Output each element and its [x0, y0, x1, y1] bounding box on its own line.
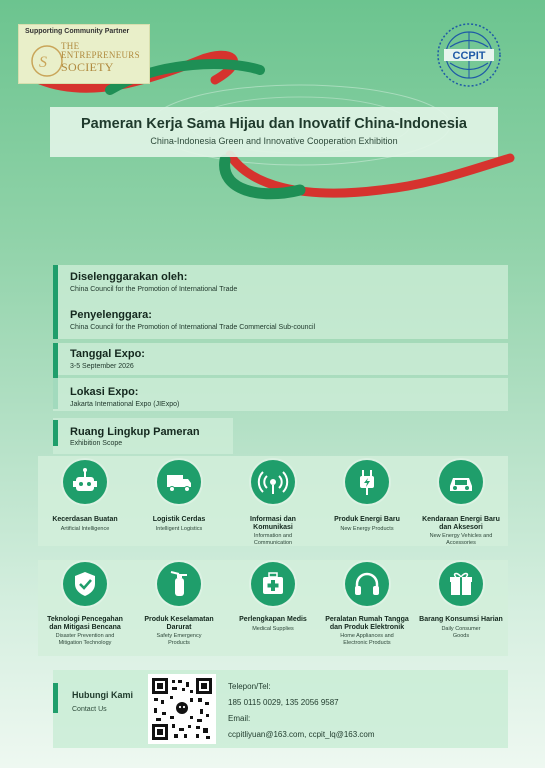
page-subtitle: China-Indonesia Green and Innovative Cooperation Exhibition — [150, 136, 398, 146]
category-sub: Medical Supplies — [252, 626, 294, 632]
category-name: Kendaraan Energi Baru dan Aksesori — [422, 516, 500, 531]
contact-heading: Hubungi Kami — [72, 690, 133, 700]
title-panel — [50, 107, 498, 157]
organizer-value: China Council for the Promotion of International Trade — [70, 286, 238, 293]
category-safety — [132, 560, 226, 656]
category-sub: Safety Emergency Products — [156, 633, 202, 646]
category-name: Teknologi Pencegahan dan Mitigasi Bencana — [47, 616, 123, 631]
location-text — [70, 386, 179, 408]
robot-icon — [63, 460, 107, 504]
contact-subheading: Contact Us — [72, 706, 107, 713]
partner-name: THE ENTREPRENEURS SOCIETY — [61, 41, 140, 74]
wireless-icon — [251, 460, 295, 504]
truck-icon — [157, 460, 201, 504]
category-name: Logistik Cerdas — [152, 516, 206, 523]
category-logistics — [132, 456, 226, 546]
category-name: Peralatan Rumah Tangga dan Produk Elektronik — [325, 616, 409, 631]
scope-heading: Ruang Lingkup Pameran — [70, 426, 200, 438]
category-nev — [414, 456, 508, 546]
gift-icon — [439, 562, 483, 606]
date-text — [70, 348, 145, 370]
category-disaster — [38, 560, 132, 656]
category-name: Produk Energi Baru — [334, 516, 400, 523]
category-name: Produk Keselamatan Darurat — [144, 616, 214, 631]
date-heading: Tanggal Expo: — [70, 348, 145, 360]
host-heading: Penyelenggara: — [70, 309, 152, 321]
location-heading: Lokasi Expo: — [70, 386, 139, 398]
qr-code[interactable] — [148, 674, 216, 744]
scope-text — [70, 426, 200, 447]
qr-code-icon — [152, 678, 212, 740]
contact-heading-group — [72, 690, 133, 713]
category-name: Informasi dan Komunikasi — [250, 516, 296, 531]
category-medical — [226, 560, 320, 656]
scope-value: Exhibition Scope — [70, 440, 123, 447]
email-label: Email: — [228, 714, 251, 723]
location-value: Jakarta International Expo (JIExpo) — [70, 401, 180, 408]
organizer-text — [70, 271, 237, 293]
fire-extinguisher-icon — [157, 562, 201, 606]
category-sub: Home Appliances and Electronic Products — [340, 633, 394, 646]
category-ict — [226, 456, 320, 546]
category-energy — [320, 456, 414, 546]
phone-label: Telepon/Tel: — [228, 682, 271, 691]
category-sub: Disaster Prevention and Mitigation Technology — [55, 633, 115, 646]
plug-icon — [345, 460, 389, 504]
phone-value[interactable]: 185 0115 0029, 135 2056 9587 — [228, 698, 339, 707]
category-sub: Artificial Intelligence — [60, 526, 110, 532]
ccpit-logo-icon — [436, 22, 502, 88]
category-name: Barang Konsumsi Harian — [419, 616, 503, 623]
category-sub: Information and Communication — [253, 533, 293, 546]
email-value[interactable]: ccpitliyuan@163.com, ccpit_lq@163.com — [228, 730, 375, 739]
category-sub: Intelligent Logistics — [155, 526, 203, 532]
partner-box — [18, 24, 150, 84]
page-title: Pameran Kerja Sama Hijau dan Inovatif China-Indonesia — [81, 116, 467, 132]
host-value: China Council for the Promotion of International Trade Commercial Sub-council — [70, 324, 316, 331]
headphones-icon — [345, 562, 389, 606]
date-value: 3-5 September 2026 — [70, 363, 134, 370]
svg-text:CCPIT: CCPIT — [452, 50, 486, 62]
contact-bar — [53, 683, 58, 713]
scope-bar — [53, 420, 58, 446]
partner-label: Supporting Community Partner — [25, 28, 130, 35]
category-ai — [38, 456, 132, 546]
category-sub: New Energy Products — [340, 526, 394, 532]
first-aid-icon — [251, 562, 295, 606]
category-sub: Daily Consumer Goods — [441, 626, 481, 639]
contact-details — [228, 682, 375, 739]
car-icon — [439, 460, 483, 504]
category-sub: New Energy Vehicles and Accessories — [429, 533, 493, 546]
host-text — [70, 309, 315, 331]
category-consumer-goods — [414, 560, 508, 656]
svg-text:S: S — [39, 54, 47, 71]
category-name: Kecerdasan Buatan — [52, 516, 118, 523]
organizer-bar — [53, 265, 58, 339]
category-name: Perlengkapan Medis — [239, 616, 307, 623]
organizer-heading: Diselenggarakan oleh: — [70, 271, 188, 283]
category-home-appliances — [320, 560, 414, 656]
shield-check-icon — [63, 562, 107, 606]
